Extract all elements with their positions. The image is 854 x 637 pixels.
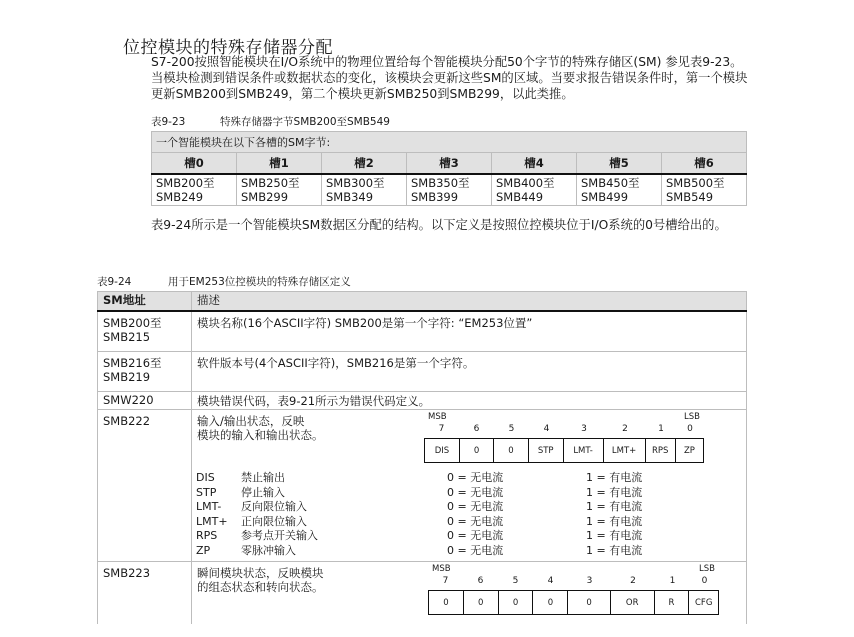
- legend-meaning: 参考点开关输入: [241, 529, 318, 542]
- bit-number: 7: [442, 576, 449, 586]
- bit-cell: 0: [498, 591, 533, 615]
- legend-one-value: 1 = 有电流: [586, 529, 643, 542]
- legend-meaning: 零脉冲输入: [241, 543, 296, 557]
- slot-sm-table: [151, 131, 747, 206]
- legend-code: DIS: [196, 471, 215, 484]
- bit-cell: 0: [568, 591, 611, 615]
- page-title: 位控模块的特殊存储器分配: [123, 38, 333, 58]
- bit-number: 6: [477, 576, 484, 586]
- bit-cell: 0: [533, 591, 568, 615]
- lsb-label: LSB: [699, 564, 715, 574]
- slot-range: SMB500至 SMB549: [662, 174, 747, 206]
- slot-header: 槽0: [152, 153, 237, 175]
- slot-header: 槽6: [662, 153, 747, 175]
- lsb-label: LSB: [684, 412, 700, 422]
- bit-cell: CFG: [689, 591, 719, 615]
- legend-meaning: 反向限位输入: [241, 500, 307, 513]
- sm-description: 软件版本号(4个ASCII字符)，SMB216是第一个字符。: [192, 352, 747, 392]
- table-row: [98, 410, 747, 562]
- bit-cell: 0: [463, 591, 498, 615]
- table24-caption: [97, 274, 351, 289]
- legend-zero-value: 0 = 无电流: [447, 514, 504, 528]
- sm-address: SMB223: [98, 562, 192, 625]
- table-row: [98, 352, 747, 392]
- bit-number: 5: [512, 576, 519, 586]
- legend-one-value: 1 = 有电流: [586, 543, 643, 557]
- msb-label: MSB: [432, 564, 451, 574]
- legend-row: [196, 486, 646, 501]
- bit-number: 6: [473, 424, 480, 434]
- bit-number: 1: [669, 576, 676, 586]
- bit-cell: DIS: [425, 439, 460, 463]
- sm-description: 模块名称(16个ASCII字符) SMB200是第一个字符: “EM253位置”: [192, 311, 747, 352]
- sm-address: SMB216至 SMB219: [98, 352, 192, 392]
- sm-address: SMW220: [98, 392, 192, 410]
- slot-header: 槽2: [322, 153, 407, 175]
- legend-meaning: 正向限位输入: [241, 514, 307, 528]
- bit-cell: ZP: [675, 439, 703, 463]
- column-header-address: SM地址: [98, 292, 192, 312]
- table-row: [98, 562, 747, 625]
- slot-table-header: 一个智能模块在以下各槽的SM字节:: [152, 132, 747, 153]
- bit-cell: STP: [528, 439, 563, 463]
- table23-caption-text: 特殊存储器字节SMB200至SMB549: [220, 116, 390, 128]
- bit-cell: 0: [494, 439, 528, 463]
- sm-description: [192, 410, 747, 562]
- table-row: [98, 392, 747, 410]
- slot-header: 槽5: [577, 153, 662, 175]
- io-status-description: 输入/输出状态，反映 模块的输入和输出状态。: [197, 414, 324, 442]
- legend-zero-value: 0 = 无电流: [447, 529, 504, 542]
- bit-number: 0: [701, 576, 708, 586]
- legend-row: [196, 500, 646, 515]
- legend-row: [196, 529, 646, 544]
- table23-caption-number: 表9-23: [151, 116, 186, 128]
- bit-number: 3: [581, 424, 587, 434]
- bit-number: 3: [586, 576, 593, 586]
- bit-number: 5: [508, 424, 515, 434]
- legend-zero-value: 0 = 无电流: [447, 543, 504, 557]
- table-row: [98, 311, 747, 352]
- intro-paragraph: S7-200按照智能模块在I/O系统中的物理位置给每个智能模块分配50个字节的特殊存储区(SM) 参见表9-23。当模块检测到错误条件或数据状态的变化，该模块会更新这些SM的区域。当要求报告错误条件时，第一个模块更新SMB200到SMB249，第二个模块更新SMB250到SMB299，以此类推。: [151, 55, 748, 101]
- slot-header: 槽4: [492, 153, 577, 175]
- slot-header: 槽1: [237, 153, 322, 175]
- bit-number: 2: [622, 424, 628, 434]
- legend-code: ZP: [196, 543, 211, 557]
- bit-number: 4: [547, 576, 554, 586]
- bit-cell: 0: [459, 439, 493, 463]
- legend-zero-value: 0 = 无电流: [447, 471, 504, 484]
- bit-cell: 0: [429, 591, 464, 615]
- legend-one-value: 1 = 有电流: [586, 514, 643, 528]
- sm-address: SMB200至 SMB215: [98, 311, 192, 352]
- legend-row: [196, 544, 646, 559]
- bit-number: 2: [630, 576, 636, 586]
- legend-one-value: 1 = 有电流: [586, 500, 643, 513]
- legend-code: STP: [196, 485, 217, 499]
- sm-description: 模块错误代码，表9-21所示为错误代码定义。: [192, 392, 747, 410]
- legend-code: LMT+: [196, 514, 228, 528]
- slot-range: SMB300至 SMB349: [322, 174, 407, 206]
- msb-label: MSB: [428, 412, 447, 422]
- legend-code: LMT-: [196, 500, 222, 513]
- table24-caption-text: 用于EM253位控模块的特殊存储区定义: [168, 276, 351, 288]
- table24-caption-number: 表9-24: [97, 276, 132, 288]
- bit-number: 1: [658, 424, 664, 434]
- sm-description: [192, 562, 747, 625]
- bit-cell: R: [654, 591, 689, 615]
- slot-range: SMB450至 SMB499: [577, 174, 662, 206]
- slot-range: SMB400至 SMB449: [492, 174, 577, 206]
- slot-range: SMB250至 SMB299: [237, 174, 322, 206]
- legend-meaning: 停止输入: [241, 485, 285, 499]
- legend-zero-value: 0 = 无电流: [447, 500, 504, 513]
- legend-zero-value: 0 = 无电流: [447, 485, 504, 499]
- legend-one-value: 1 = 有电流: [586, 471, 643, 484]
- io-status-legend: [196, 471, 646, 558]
- legend-row: [196, 515, 646, 530]
- legend-row: [196, 471, 646, 486]
- legend-code: RPS: [196, 529, 218, 542]
- bit-number: 7: [438, 424, 445, 434]
- structure-paragraph: 表9-24所示是一个智能模块SM数据区分配的结构。以下定义是按照位控模块位于I/O系统的0号槽给出的。: [151, 218, 727, 232]
- bit-cell: LMT-: [563, 439, 603, 463]
- table23-caption: [151, 114, 390, 129]
- bit-cell: OR: [610, 591, 654, 615]
- legend-meaning: 禁止输出: [241, 471, 285, 484]
- slot-range: SMB200至 SMB249: [152, 174, 237, 206]
- legend-one-value: 1 = 有电流: [586, 485, 643, 499]
- bit-number: 0: [687, 424, 693, 434]
- column-header-description: 描述: [192, 292, 747, 312]
- bit-cell: LMT+: [603, 439, 645, 463]
- bit-cell: RPS: [645, 439, 675, 463]
- sm-definition-table: [97, 291, 747, 624]
- module-status-description: 瞬间模块状态，反映模块 的组态状态和转向状态。: [197, 566, 324, 594]
- slot-range: SMB350至 SMB399: [407, 174, 492, 206]
- sm-address: SMB222: [98, 410, 192, 562]
- bit-number: 4: [543, 424, 550, 434]
- slot-header: 槽3: [407, 153, 492, 175]
